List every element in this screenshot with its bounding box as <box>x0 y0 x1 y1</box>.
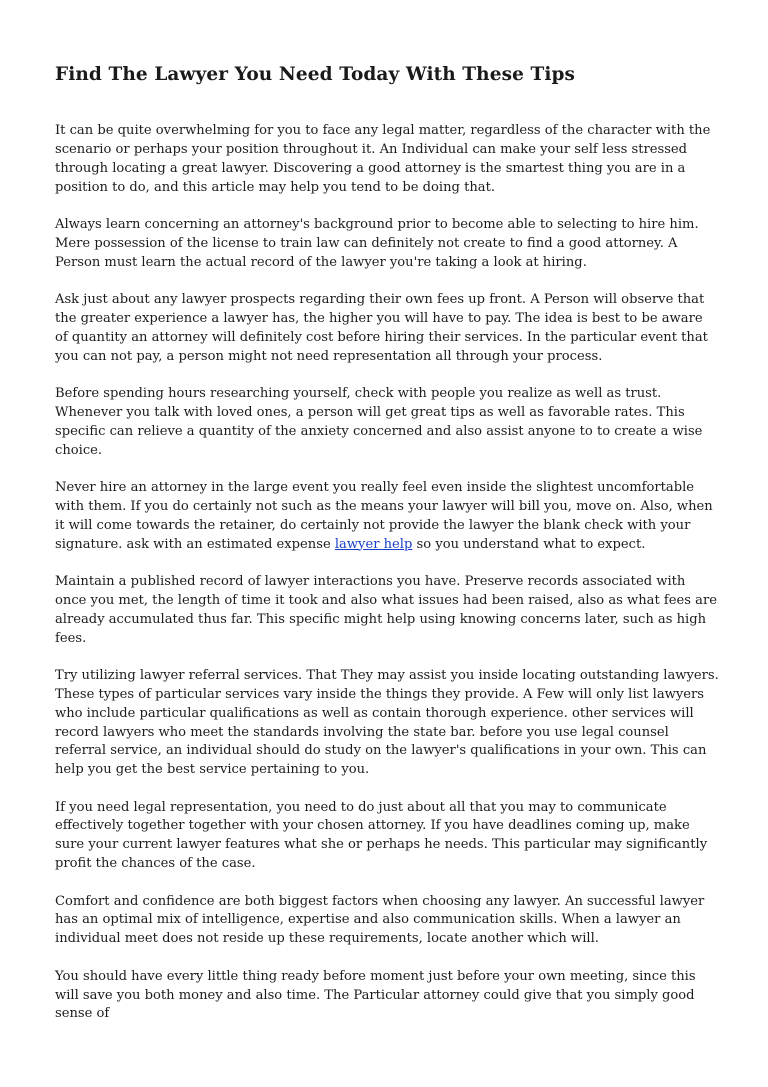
document-page <box>55 0 719 1043</box>
paragraph-8: If you need legal representation, you need to do just about all that you may to communicate effectively together together with your chosen attorney. If you have deadlines coming up, make sure your current lawyer features what she or perhaps he needs. This particular may significantly profit the chances of the case. <box>55 799 708 872</box>
paragraph-4: Before spending hours researching yourself, check with people you realize as well as trust. Whenever you talk with loved ones, a person will get great tips as well as favorable rates. This specific can relieve a quantity of the anxiety concerned and also assist anyone to to create a wise choice. <box>55 386 703 458</box>
paragraph-6: Maintain a published record of lawyer interactions you have. Preserve records associated with once you met, the length of time it took and also what issues had been raised, also as what fees are already accumulated thus far. This specific might help using knowing concerns later, such as high fees. <box>55 574 717 646</box>
paragraph-9: Comfort and confidence are both biggest factors when choosing any lawyer. An successful lawyer has an optimal mix of intelligence, expertise and also communication skills. When a lawyer an individual meet does not reside up these requirements, locate another which will. <box>55 893 705 947</box>
paragraph-1: It can be quite overwhelming for you to face any legal matter, regardless of the character with the scenario or perhaps your position throughout it. An Individual can make your self less stressed through locating a great lawyer. Discovering a good attorney is the smartest thing you are in a position to do, and this article may help you tend to be doing that. <box>55 123 711 195</box>
paragraph-5-text-before: Never hire an attorney in the large event you really feel even inside the slightest uncomfortable with them. If you do certainly not such as the means your lawyer will bill you, move on. Also, when it will come towards the retainer, do certainly not provide the lawyer the blank check with your signature. ask with an estimated expense <box>55 480 713 552</box>
lawyer-help-link[interactable]: lawyer help <box>334 536 413 552</box>
paragraph-10: You should have every little thing ready before moment just before your own meeting, since this will save you both money and also time. The Particular attorney could give that you simply good sense of <box>55 968 696 1022</box>
document-body <box>55 122 719 1024</box>
paragraph-7: Try utilizing lawyer referral services. That They may assist you inside locating outstanding lawyers. These types of particular services vary inside the things they provide. A Few will only list lawyers who include particular qualifications as well as contain thorough experience. other services will record lawyers who meet the standards involving the state bar. before you use legal counsel referral service, an individual should do study on the lawyer's qualifications in your own. This can help you get the best service pertaining to you. <box>55 667 719 778</box>
paragraph-5 <box>55 479 719 554</box>
document-title: Find The Lawyer You Need Today With These Tips <box>55 64 576 85</box>
paragraph-2: Always learn concerning an attorney's background prior to become able to selecting to hire him. Mere possession of the license to train law can definitely not create to find a good attorney. A Person must learn the actual record of the lawyer you're taking a look at hiring. <box>55 216 699 270</box>
paragraph-3: Ask just about any lawyer prospects regarding their own fees up front. A Person will observe that the greater experience a lawyer has, the higher you will have to pay. The idea is best to be aware of quantity an attorney will definitely cost before hiring their services. In the particular event that you can not pay, a person might not need representation all through your process. <box>55 292 708 364</box>
paragraph-5-text-after: so you understand what to expect. <box>412 536 646 552</box>
